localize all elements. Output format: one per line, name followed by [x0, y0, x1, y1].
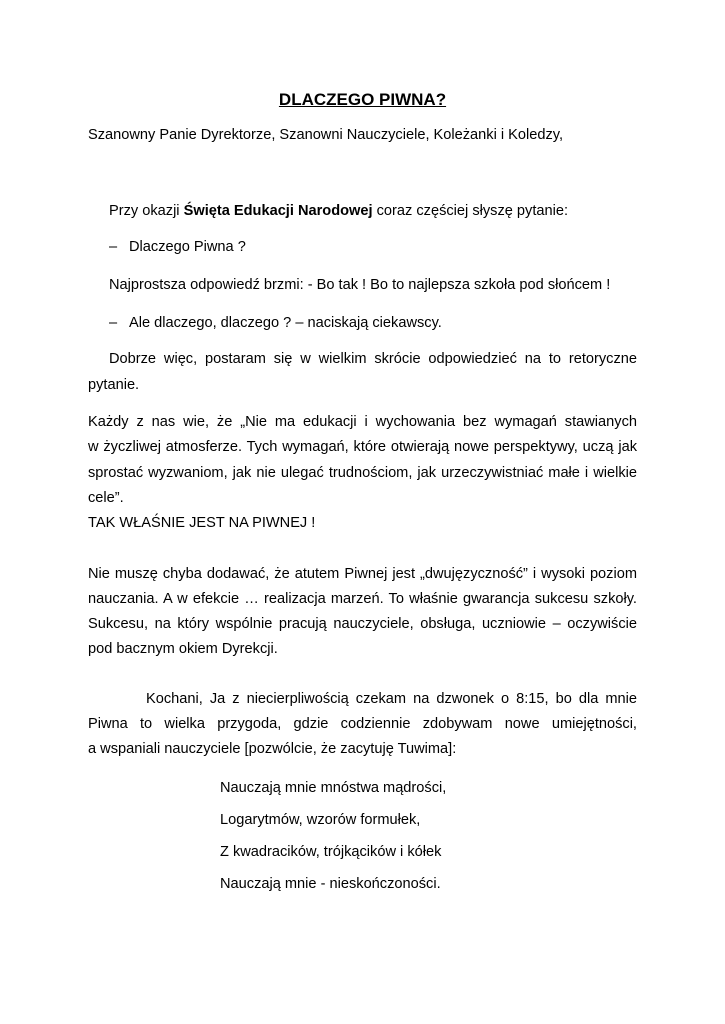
question-2-text: Ale dlaczego, dlaczego ? – naciskają ciekawscy.	[129, 315, 442, 331]
paragraph-1-line: pytanie.	[88, 377, 140, 393]
intro-bold: Święta Edukacji Narodowej	[183, 203, 373, 219]
poem-line: Logarytmów, wzorów formułek,	[220, 812, 421, 828]
paragraph-4-line: a wspaniali nauczyciele [pozwólcie, że zacytuję Tuwima]:	[88, 741, 457, 757]
poem-line: Nauczają mnie - nieskończoności.	[220, 876, 441, 892]
poem-line: Z kwadracików, trójkącików i kółek	[220, 844, 442, 860]
paragraph-3-line: Sukcesu, na który wspólnie pracują nauczyciele, obsługa, uczniowie – oczywiście	[88, 616, 637, 632]
paragraph-2-line: cele”.	[88, 490, 124, 506]
poem-line: Nauczają mnie mnóstwa mądrości,	[220, 780, 447, 796]
answer-line: Najprostsza odpowiedź brzmi: - Bo tak ! Bo to najlepsza szkoła pod słońcem !	[109, 277, 611, 293]
paragraph-2-emphasis: TAK WŁAŚNIE JEST NA PIWNEJ !	[88, 515, 316, 531]
intro-before: Przy okazji	[109, 203, 184, 219]
question-1-text: Dlaczego Piwna ?	[129, 239, 246, 255]
dash-bullet: –	[109, 315, 118, 331]
greeting: Szanowny Panie Dyrektorze, Szanowni Nauczyciele, Koleżanki i Koledzy,	[88, 127, 564, 143]
paragraph-1-line: Dobrze więc, postaram się w wielkim skrócie odpowiedzieć na to retoryczne	[109, 351, 637, 367]
dash-bullet: –	[109, 239, 118, 255]
paragraph-3-line: Nie muszę chyba dodawać, że atutem Piwnej jest „dwujęzyczność” i wysoki poziom	[88, 566, 637, 582]
document-title: DLACZEGO PIWNA?	[278, 90, 447, 109]
paragraph-4-line: Kochani, Ja z niecierpliwością czekam na dzwonek o 8:15, bo dla mnie	[146, 691, 637, 707]
paragraph-2-line: w życzliwej atmosferze. Tych wymagań, które otwierają nowe perspektywy, uczą jak	[88, 439, 637, 455]
paragraph-4-line: Piwna to wielka przygoda, gdzie codziennie zdobywam nowe umiejętności,	[88, 716, 637, 732]
paragraph-3-line: nauczania. A w efekcie … realizacja marzeń. To właśnie gwarancja sukcesu szkoły.	[88, 591, 637, 607]
intro-line	[109, 202, 568, 220]
paragraph-2-line: sprostać wyzwaniom, jak nie ulegać trudnościom, jak urzeczywistniać małe i wielkie	[88, 465, 637, 481]
intro-after: coraz częściej słyszę pytanie:	[372, 203, 569, 219]
paragraph-2-line: Każdy z nas wie, że „Nie ma edukacji i wychowania bez wymagań stawianych	[88, 414, 637, 430]
paragraph-3-line: pod bacznym okiem Dyrekcji.	[88, 641, 278, 657]
